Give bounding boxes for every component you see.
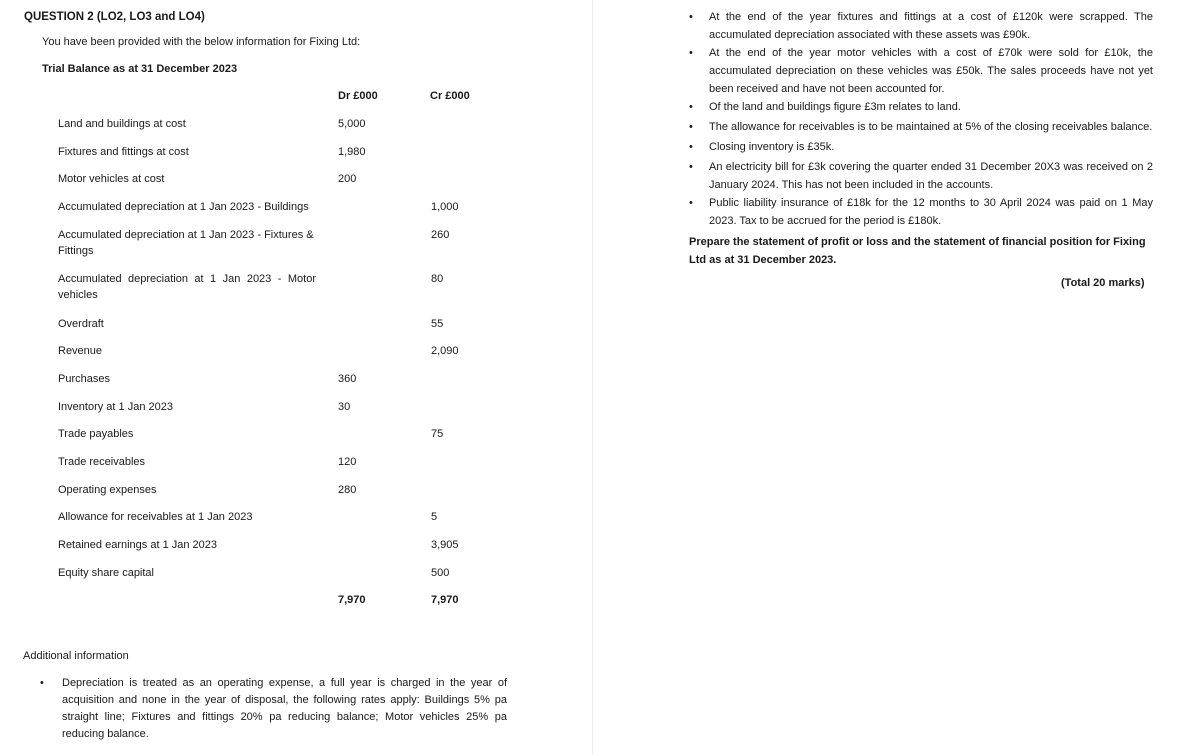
bullet-icon: • — [689, 121, 693, 133]
bullet-icon: • — [689, 101, 693, 113]
tb-row-cr: 2,090 — [431, 345, 459, 357]
additional-info-item: Depreciation is treated as an operating expense, a full year is charged in the year of acquisition and none in the year of disposal, the following rates apply: Buildings 5% pa straight line; Fixtures and fittings 20% pa reducing balance; Motor vehicles 25% pa reducing balance. — [62, 677, 507, 740]
tb-row-label: Motor vehicles at cost — [58, 173, 165, 185]
tb-row-dr: 200 — [338, 173, 357, 185]
tb-row-cr: 55 — [431, 318, 444, 330]
total-cr: 7,970 — [431, 594, 459, 606]
tb-row-cr: 5 — [431, 511, 438, 523]
tb-row-cr: 260 — [431, 229, 450, 241]
tb-row-dr: 5,000 — [338, 118, 366, 130]
trial-balance-title: Trial Balance as at 31 December 2023 — [42, 63, 238, 75]
tb-row-label: Accumulated depreciation at 1 Jan 2023 - Motor vehicles — [58, 273, 316, 301]
tb-row-label: Trade payables — [58, 428, 134, 440]
total-dr: 7,970 — [338, 594, 366, 606]
additional-info-item: At the end of the year fixtures and fittings at a cost of £120k were scrapped. The accumulated depreciation associated with these assets was £90k. — [709, 11, 1153, 41]
intro-text: You have been provided with the below information for Fixing Ltd: — [42, 36, 361, 48]
question-title: QUESTION 2 (LO2, LO3 and LO4) — [24, 11, 205, 23]
tb-row-label: Equity share capital — [58, 567, 154, 579]
tb-row-cr: 75 — [431, 428, 444, 440]
tb-row-dr: 360 — [338, 373, 357, 385]
tb-row-label: Accumulated depreciation at 1 Jan 2023 - Buildings — [58, 201, 309, 213]
tb-row-label: Purchases — [58, 373, 110, 385]
column-divider — [592, 0, 593, 755]
bullet-icon: • — [40, 677, 44, 689]
additional-info-item: Of the land and buildings figure £3m relates to land. — [709, 101, 961, 113]
bullet-icon: • — [689, 11, 693, 23]
tb-row-label: Land and buildings at cost — [58, 118, 186, 130]
additional-info-item: At the end of the year motor vehicles with a cost of £70k were sold for £10k, the accumulated depreciation on these vehicles was £50k. The sales proceeds have not yet been received and have not been accounted for. — [709, 47, 1153, 95]
additional-info-item: The allowance for receivables is to be maintained at 5% of the closing receivables balance. — [709, 121, 1153, 133]
bullet-icon: • — [689, 141, 693, 153]
tb-row-label: Operating expenses — [58, 484, 157, 496]
bullet-icon: • — [689, 161, 693, 173]
additional-info-item: Public liability insurance of £18k for the 12 months to 30 April 2024 was paid on 1 May 2023. Tax to be accrued for the period is £180k. — [709, 197, 1153, 227]
tb-row-label: Inventory at 1 Jan 2023 — [58, 401, 173, 413]
tb-row-label: Trade receivables — [58, 456, 146, 468]
cr-column-header: Cr £000 — [430, 90, 470, 102]
tb-row-dr: 30 — [338, 401, 351, 413]
tb-row-cr: 3,905 — [431, 539, 459, 551]
tb-row-label: Fixtures and fittings at cost — [58, 146, 189, 158]
tb-row-label: Retained earnings at 1 Jan 2023 — [58, 539, 218, 551]
tb-row-cr: 80 — [431, 273, 444, 285]
additional-info-item: An electricity bill for £3k covering the quarter ended 31 December 20X3 was received on 2 January 2024. This has not been included in the accounts. — [709, 161, 1153, 191]
total-marks: (Total 20 marks) — [1061, 277, 1145, 289]
tb-row-dr: 120 — [338, 456, 357, 468]
additional-info-item: Closing inventory is £35k. — [709, 141, 835, 153]
instruction-text: Prepare the statement of profit or loss and the statement of financial position for Fixing Ltd as at 31 December 2023. — [689, 236, 1146, 266]
dr-column-header: Dr £000 — [338, 90, 378, 102]
tb-row-cr: 500 — [431, 567, 450, 579]
tb-row-label: Overdraft — [58, 318, 104, 330]
bullet-icon: • — [689, 197, 693, 209]
tb-row-label: Allowance for receivables at 1 Jan 2023 — [58, 511, 253, 523]
bullet-icon: • — [689, 47, 693, 59]
tb-row-label: Revenue — [58, 345, 103, 357]
tb-row-cr: 1,000 — [431, 201, 459, 213]
tb-row-label: Accumulated depreciation at 1 Jan 2023 - Fixtures & Fittings — [58, 229, 314, 257]
additional-info-heading: Additional information — [23, 650, 129, 662]
tb-row-dr: 1,980 — [338, 146, 366, 158]
tb-row-dr: 280 — [338, 484, 357, 496]
